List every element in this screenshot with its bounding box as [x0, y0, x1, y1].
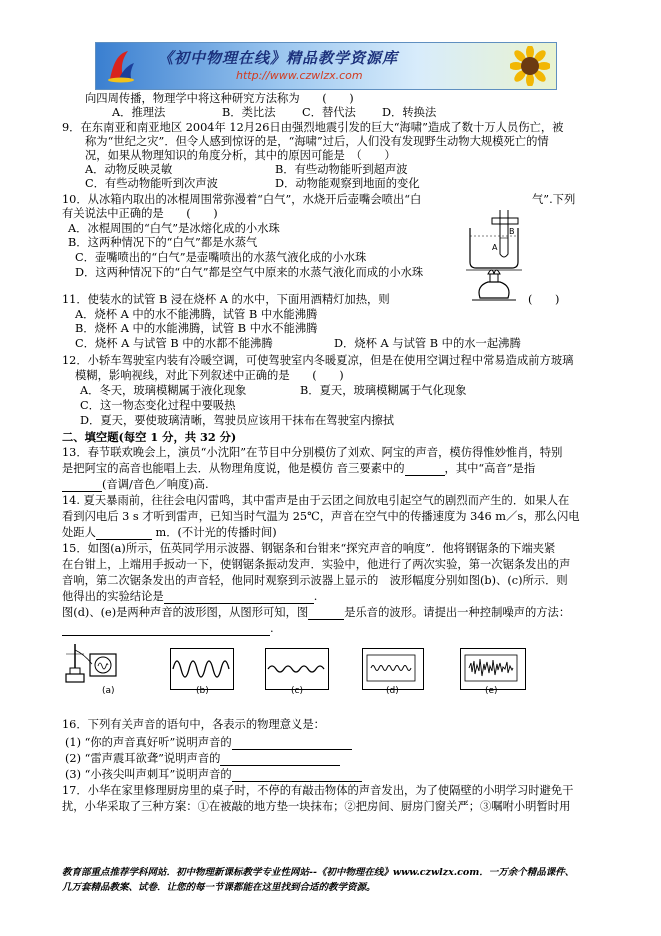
- q17-line-1: 17．小华在家里修理厨房里的桌子时，不停的有敲击物体的声音发出，为了使隔壁的小明学习时避免干: [62, 784, 574, 797]
- q15-line-2: 在台钳上，上端用手扳动一下，使钢锯条振动发声．实验中，他进行了两次实验，第一次锯条发出的声: [62, 558, 571, 571]
- q10-option-b: B．这两种情况下的“白气”都是水蒸气: [68, 236, 258, 249]
- q13-text-c: ，其中“高音”是指: [444, 462, 536, 475]
- q10-option-d: D．这两种情况下的“白气”都是空气中原来的水蒸气液化而成的小水珠: [75, 266, 424, 279]
- q15-text-conclusion: 他得出的实验结论是: [62, 590, 164, 603]
- q16-item-1-text: (1) “你的声音真好听”说明声音的: [65, 736, 232, 749]
- q16-blank-3[interactable]: [232, 770, 362, 782]
- figure-c-wave: [266, 649, 328, 689]
- figure-d-wave: [363, 649, 423, 689]
- figure-b-waveform: [170, 648, 234, 690]
- q15-line-5: [62, 606, 570, 620]
- q16-item-2: [65, 752, 340, 766]
- q15-noise-method-blank[interactable]: [62, 624, 270, 636]
- q15-text-fig: 图(d)、(e)是两种声音的波形图，从图形可知，图: [62, 606, 309, 619]
- figure-b-caption: (b): [196, 686, 209, 696]
- q14-distance-blank[interactable]: [96, 528, 152, 540]
- q13-line-3: [62, 478, 209, 492]
- q13-text-d: (音调/音色／响度)高.: [102, 478, 209, 491]
- q16-blank-2[interactable]: [220, 754, 340, 766]
- q14-text-a: 处距人: [62, 526, 96, 539]
- figure-a-caption: (a): [102, 686, 115, 696]
- figure-e-wave: [461, 649, 525, 689]
- q9-option-c: C．有些动物能听到次声波: [85, 177, 218, 190]
- q13-blank-3[interactable]: [62, 480, 102, 492]
- q15-line-1: 15．如图(a)所示，伍英同学用示波器、钢锯条和台钳来“探究声音的响度”．他将钢锯条的下端夹紧: [62, 542, 556, 555]
- q16-line-1: 16．下列有关声音的语句中，各表示的物理意义是：: [62, 718, 325, 731]
- q12-option-b: B．夏天，玻璃模糊属于气化现象: [300, 384, 467, 397]
- q14-line-3: [62, 526, 277, 540]
- q8-option-d: D．转换法: [382, 106, 437, 119]
- q11-option-c: C．烧杯 A 与试管 B 中的水都不能沸腾: [75, 337, 273, 350]
- q12-line-2: 模糊，影响视线，对此下列叙述中正确的是 ( ): [75, 369, 344, 382]
- q14-line-2: 看到闪电后 3 s 才听到雷声，已知当时气温为 25℃，声音在空气中的传播速度为 346 m／s，那么闪电: [62, 510, 580, 523]
- q16-blank-1[interactable]: [232, 738, 352, 750]
- q13-line-2: [62, 462, 535, 476]
- q11-paren: ( ): [528, 293, 560, 306]
- section-fill-in-title: 二、填空题(每空 1 分，共 32 分): [62, 430, 237, 444]
- q10-option-a: A．冰棍周围的“白气”是冰熔化成的小水珠: [68, 222, 280, 235]
- q10-option-c: C．壶嘴喷出的“白气”是壶嘴喷出的水蒸气液化成的小水珠: [75, 251, 367, 264]
- q12-option-a: A．冬天，玻璃模糊属于液化现象: [80, 384, 247, 397]
- q16-item-1: [65, 736, 352, 750]
- q15-line-4: 他得出的实验结论是 .: [62, 590, 318, 603]
- q8-continuation: 向四周传播，物理学中将这种研究方法称为 ( ): [85, 92, 354, 105]
- header-banner: [95, 42, 557, 90]
- q11-option-d: D．烧杯 A 与试管 B 中的水一起沸腾: [334, 337, 521, 350]
- figure-e-waveform: [460, 648, 526, 690]
- q13-text-b: 音三要素中的: [336, 462, 405, 475]
- q8-option-c: C．替代法: [302, 106, 356, 119]
- q12-option-d: D．夏天，要使玻璃清晰，驾驶员应该用干抹布在驾驶室内擦拭: [80, 414, 395, 427]
- sunflower-icon: [510, 46, 550, 86]
- q15-text-method: 是乐音的波形。请提出一种控制噪声的方法：: [344, 606, 571, 619]
- q10-line-1: 10．从冰箱内取出的冰棍周围常弥漫着“白气”，水烧开后壶嘴会喷出“白: [62, 193, 422, 206]
- figure-d-waveform: [362, 648, 424, 690]
- banner-title: 《初中物理在线》精品教学资源库: [158, 49, 399, 67]
- q11-option-a: A．烧杯 A 中的水不能沸腾，试管 B 中水能沸腾: [75, 308, 318, 321]
- q11-line-1: 11．使装水的试管 B 浸在烧杯 A 的水中，下面用酒精灯加热，则: [62, 293, 390, 306]
- q16-item-3: [65, 768, 362, 782]
- q8-option-a: A．推理法: [112, 106, 166, 119]
- q8-option-b: B．类比法: [222, 106, 276, 119]
- q9-line-1: 9．在东南亚和南亚地区 2004年 12月26日由强烈地震引发的巨大“海啸”造成了数十万人员伤亡，被: [62, 121, 564, 134]
- q9-option-a: A．动物反映灵敏: [85, 163, 173, 176]
- q9-option-b: B．有些动物能听到超声波: [275, 163, 408, 176]
- q9-option-d: D．动物能观察到地面的变化: [275, 177, 420, 190]
- q10-line-1-end: 气”.下列: [532, 193, 576, 206]
- figure-c-waveform: [265, 648, 329, 690]
- figure-a-apparatus: [62, 640, 120, 688]
- figure-d-caption: (d): [386, 686, 399, 696]
- q13-text-a: 是把阿宝的高音也能唱上去．从物理角度说，他是模仿: [62, 462, 337, 475]
- q9-line-3: 况，如果从物理知识的角度分析，其中的原因可能是 （ ）: [85, 149, 396, 162]
- q12-option-c: C．这一物态变化过程中要吸热: [80, 399, 236, 412]
- q10-line-2: 有关说法中正确的是 ( ): [62, 207, 218, 220]
- banner-url[interactable]: http://www.czwlzx.com: [236, 69, 363, 82]
- q13-blank-2[interactable]: [405, 464, 445, 476]
- label-beaker-a: A: [492, 243, 498, 252]
- figure-e-caption: (e): [485, 686, 498, 696]
- q14-text-b: m．(不计光的传播时间): [151, 526, 277, 539]
- logo-icon: [106, 49, 136, 83]
- q15-line-6: .: [62, 622, 274, 636]
- q17-line-2: 扰，小华采取了三种方案：①在被敲的地方垫一块抹布；②把房间、厨房门窗关严；③嘱咐小明暂时用: [62, 800, 571, 813]
- beaker-test-tube-figure: [462, 208, 526, 316]
- figure-b-wave: [171, 649, 233, 689]
- q16-item-3-text: (3) “小孩尖叫声刺耳”说明声音的: [65, 768, 232, 781]
- q11-option-b: B．烧杯 A 中的水能沸腾，试管 B 中水不能沸腾: [75, 322, 318, 335]
- q15-conclusion-blank[interactable]: [164, 592, 314, 604]
- figure-c-caption: (c): [291, 686, 303, 696]
- q12-line-1: 12．小轿车驾驶室内装有冷暖空调，可使驾驶室内冬暖夏凉，但是在使用空调过程中常易造成前方玻璃: [62, 354, 574, 367]
- footer-line-1: 教育部重点推荐学科网站．初中物理新课标教学专业性网站--《初中物理在线》www.czwlzx.com．一万余个精品课件、: [62, 867, 575, 878]
- footer-line-2: 几万套精品教案、试卷．让您的每一节课都能在这里找到合适的教学资源。: [62, 882, 376, 893]
- q15-figure-blank[interactable]: [308, 608, 344, 620]
- q15-line-3: 音响，第二次锯条发出的声音轻，他同时观察到示波器上显示的 波形幅度分别如图(b)、(c)所示．则: [62, 574, 568, 587]
- q14-line-1: 14. 夏天暴雨前，往往会电闪雷鸣，其中雷声是由于云团之间放电引起空气的剧烈而产生的．如果人在: [62, 494, 570, 507]
- q13-line-1: 13．春节联欢晚会上，演员“小沈阳”在节目中分别模仿了刘欢、阿宝的声音，模仿得惟妙惟肖，特别: [62, 446, 563, 459]
- q9-line-2: 称为“世纪之灾”．但令人感到惊讶的是，“海啸”过后，人们没有发现野生动物大规模死亡的情: [85, 135, 549, 148]
- q16-item-2-text: (2) “雷声震耳欲聋”说明声音的: [65, 752, 221, 765]
- label-tube-b: B: [509, 227, 515, 236]
